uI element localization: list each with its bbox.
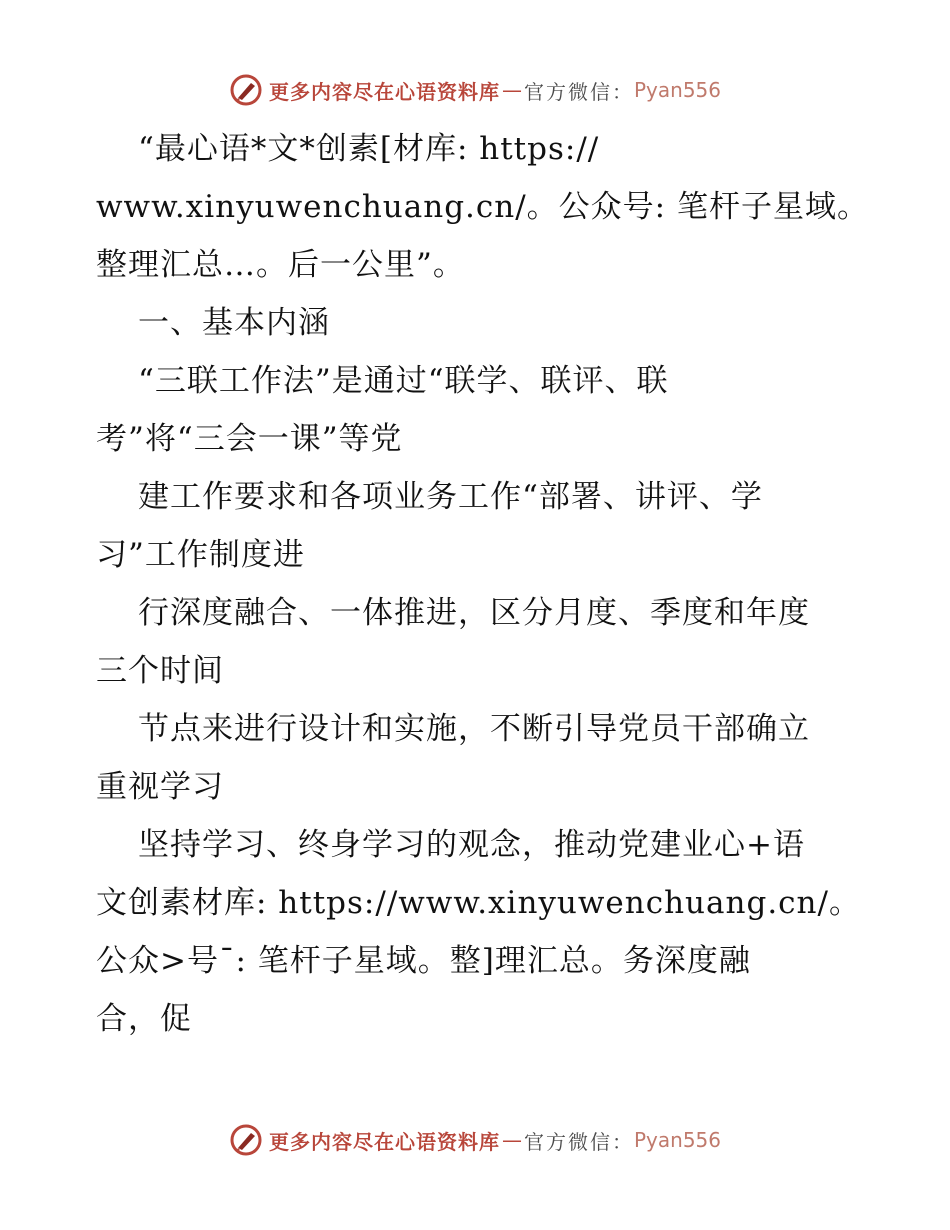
document-body bbox=[96, 120, 869, 1048]
body-line: 重视学习 bbox=[96, 769, 224, 805]
body-line: 公众>号¯: 笔杆子星域。整]理汇总。务深度融 bbox=[96, 943, 751, 979]
footer-banner bbox=[0, 1120, 950, 1160]
header-banner bbox=[0, 70, 950, 110]
header-wechat-label: 官方微信： bbox=[523, 79, 634, 104]
body-line: 习”工作制度进 bbox=[96, 537, 305, 573]
header-wechat-id: Pyan556 bbox=[633, 78, 721, 102]
body-line: www.xinyuwenchuang.cn/。公众号: 笔杆子星域。 bbox=[96, 189, 869, 225]
footer-promo-text: 更多内容尽在心语资料库 bbox=[268, 1129, 500, 1154]
footer-wechat-id: Pyan556 bbox=[633, 1128, 721, 1152]
body-line: 考”将“三会一课”等党 bbox=[96, 421, 403, 457]
pen-logo-icon bbox=[229, 1123, 263, 1157]
body-line: 行深度融合、一体推进，区分月度、季度和年度 bbox=[138, 595, 810, 631]
body-line: “最心语*文*创素[材库: https:// bbox=[138, 131, 600, 167]
body-line: 整理汇总…。后一公里”。 bbox=[96, 247, 465, 283]
body-line: 文创素材库: https://www.xinyuwenchuang.cn/。 bbox=[96, 885, 861, 921]
pen-logo-icon bbox=[229, 73, 263, 107]
body-line: “三联工作法”是通过“联学、联评、联 bbox=[138, 363, 669, 399]
footer-wechat-label: 官方微信： bbox=[523, 1129, 634, 1154]
body-line: 建工作要求和各项业务工作“部署、讲评、学 bbox=[138, 479, 763, 515]
section-heading: 一、基本内涵 bbox=[138, 305, 330, 341]
body-line: 三个时间 bbox=[96, 653, 224, 689]
body-line: 节点来进行设计和实施，不断引导党员干部确立 bbox=[138, 711, 810, 747]
body-line: 合，促 bbox=[96, 1001, 192, 1037]
footer-dash: — bbox=[501, 1128, 522, 1152]
header-promo-text: 更多内容尽在心语资料库 bbox=[268, 79, 500, 104]
body-line: 坚持学习、终身学习的观念，推动党建业心+语 bbox=[138, 827, 805, 863]
header-dash: — bbox=[501, 78, 522, 102]
